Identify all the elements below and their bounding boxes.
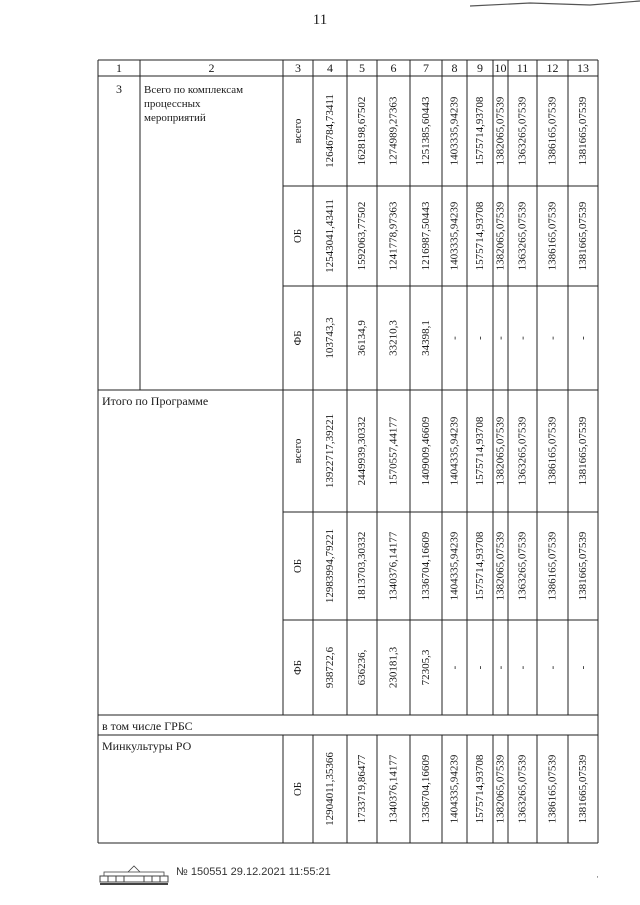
row-label-ФБ: ФБ (292, 659, 304, 676)
cell-value: 636236, (356, 649, 368, 686)
cell-value: 1404335,94239 (448, 754, 461, 824)
cell-value: 1363265,07539 (516, 96, 529, 166)
column-number-2: 2 (208, 61, 215, 75)
cell-value: 1570557,44177 (387, 416, 400, 486)
cell-value: 1575714,93708 (474, 416, 486, 486)
cell-value: - (474, 665, 486, 670)
cell-value: 1340376,14177 (387, 531, 400, 601)
document-stamp (176, 866, 331, 878)
row-number: 3 (116, 82, 122, 96)
cell-value: 1404335,94239 (448, 416, 461, 486)
column-number-7: 7 (423, 61, 429, 75)
cell-value: - (474, 336, 486, 340)
cell-value: - (448, 665, 461, 670)
block-title: Минкультуры РО (102, 739, 192, 753)
cell-value: 1381665,07539 (577, 201, 589, 271)
row-label-ОБ: ОБ (292, 558, 304, 574)
cell-value: 1386165,07539 (546, 416, 559, 486)
cell-value: 1340376,14177 (387, 754, 400, 824)
cell-value: 1592063,77502 (356, 201, 368, 271)
block-title-line: мероприятий (144, 112, 206, 124)
cell-value: 1386165,07539 (546, 531, 559, 601)
row-label-ОБ: ОБ (292, 228, 304, 244)
column-number-6: 6 (390, 61, 397, 75)
cell-value: 13922717,39221 (324, 413, 336, 489)
cell-value: - (577, 665, 589, 670)
cell-value: 1382065,07539 (494, 531, 507, 601)
column-number-11: 11 (516, 61, 529, 75)
column-number-5: 5 (359, 61, 365, 75)
block-title: в том числе ГРБС (102, 719, 193, 733)
document-number: 150551 (190, 866, 228, 878)
cell-value: 36134,9 (356, 320, 368, 356)
column-number-8: 8 (451, 61, 458, 75)
cell-value: 1251385,60443 (420, 96, 432, 166)
cell-value: 1363265,07539 (516, 201, 529, 271)
cell-value: 1363265,07539 (516, 531, 529, 601)
cell-value: 230181,3 (387, 646, 400, 689)
cell-value: 72305,3 (420, 649, 432, 686)
cell-value: 938722,6 (324, 646, 336, 689)
cell-value: 1363265,07539 (516, 416, 529, 486)
cell-value: 1363265,07539 (516, 754, 529, 824)
cell-value: 1382065,07539 (494, 754, 507, 824)
document-datetime: 29.12.2021 11:55:21 (230, 866, 331, 878)
cell-value: 1386165,07539 (546, 201, 559, 271)
row-label-всего: всего (292, 118, 304, 144)
cell-value: 1336704,16609 (420, 754, 432, 824)
cell-value: 1404335,94239 (448, 531, 461, 601)
block-title-line: процессных (144, 98, 201, 110)
cell-value: 1409009,46609 (420, 416, 432, 486)
cell-value: 1381665,07539 (577, 531, 589, 601)
cell-value: 1382065,07539 (494, 96, 507, 166)
column-number-3: 3 (295, 61, 301, 75)
page-number: 11 (312, 12, 328, 28)
cell-value: 1575714,93708 (474, 201, 486, 271)
cell-value: - (494, 665, 507, 670)
library-building-logo (98, 864, 170, 886)
cell-value: 1575714,93708 (474, 96, 486, 166)
column-number-13: 13 (577, 61, 589, 75)
row-label-ФБ: ФБ (292, 330, 304, 346)
cell-value: 12543041,43411 (324, 199, 336, 273)
cell-value: 12646784,73411 (324, 94, 336, 168)
cell-value: 103743,3 (324, 317, 336, 359)
cell-value: 1241778,97363 (387, 201, 400, 271)
cell-value: 1381665,07539 (577, 416, 589, 486)
column-number-4: 4 (327, 61, 333, 75)
cell-value: - (577, 336, 589, 340)
cell-value: - (494, 336, 507, 340)
cell-value: 1216987,50443 (420, 201, 432, 271)
cell-value: 1336704,16609 (420, 531, 432, 601)
column-number-10: 10 (494, 61, 507, 75)
cell-value: 1381665,07539 (577, 754, 589, 824)
cell-value: 12904011,35366 (324, 752, 336, 826)
cell-value: 2449939,30332 (356, 416, 368, 486)
cell-value: 1733719,86477 (356, 754, 368, 824)
block-title-line: Всего по комплексам (144, 84, 244, 96)
column-number-9: 9 (477, 61, 483, 75)
row-label-ОБ: ОБ (292, 781, 304, 797)
cell-value: 33210,3 (387, 320, 400, 356)
cell-value: 1575714,93708 (474, 531, 486, 601)
cell-value: 1403335,94239 (448, 201, 461, 271)
cell-value: 12983994,79221 (324, 528, 336, 604)
cell-value: - (448, 336, 461, 340)
column-number-12: 12 (546, 61, 559, 75)
cell-value: - (546, 336, 559, 340)
page-mark: · (596, 872, 599, 882)
cell-value: 1813703,30332 (356, 531, 368, 601)
cell-value: 1382065,07539 (494, 201, 507, 271)
cell-value: 1382065,07539 (494, 416, 507, 486)
cell-value: 1628198,67502 (356, 96, 368, 166)
cell-value: 1274989,27363 (387, 96, 400, 166)
column-number-1: 1 (116, 61, 122, 75)
cell-value: - (546, 665, 559, 670)
cell-value: 1381665,07539 (577, 96, 589, 166)
row-label-всего: всего (292, 438, 304, 464)
cell-value: - (516, 336, 529, 340)
cell-value: 1403335,94239 (448, 96, 461, 166)
cell-value: - (516, 665, 529, 670)
cell-value: 34398,1 (420, 320, 432, 356)
cell-value: 1386165,07539 (546, 754, 559, 824)
number-mark: № (176, 866, 188, 878)
cell-value: 1575714,93708 (474, 754, 486, 824)
block-title: Итого по Программе (102, 394, 209, 408)
cell-value: 1386165,07539 (546, 96, 559, 166)
